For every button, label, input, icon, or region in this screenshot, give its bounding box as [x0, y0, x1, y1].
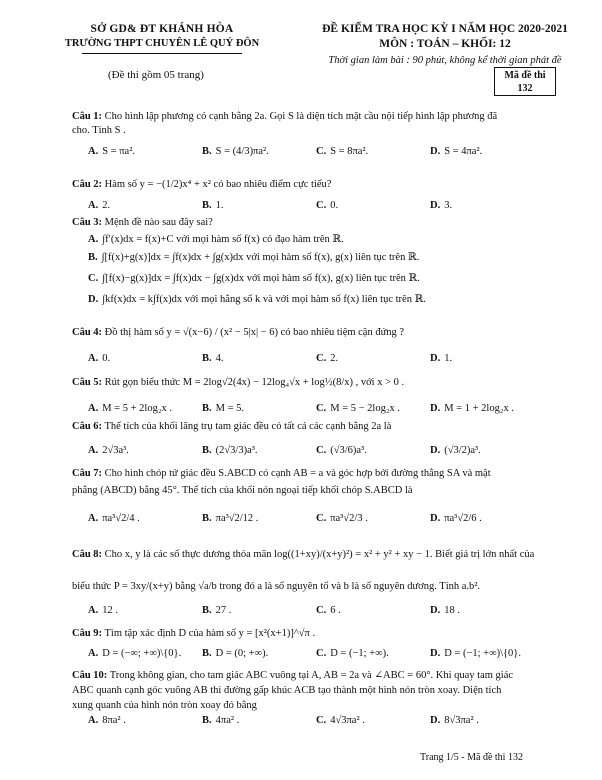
question-5 [72, 376, 572, 389]
question-text: Hàm số y = −(1/2)x⁴ + x² có bao nhiêu điểm cực tiểu? [104, 179, 332, 190]
answer-c[interactable]: C. 2. [316, 353, 339, 364]
answer-b[interactable]: B. 27 . [202, 605, 232, 616]
answer-text: ∫kf(x)dx = k∫f(x)dx với mọi hằng số k và với mọi hàm số f(x) liên tục trên ℝ. [102, 294, 426, 305]
answer-b[interactable]: B. (2√3/3)a³. [202, 445, 258, 456]
answer-a[interactable]: A. 2. [88, 200, 111, 211]
answer-text: 6 . [330, 605, 341, 616]
question-3 [72, 216, 572, 229]
question-text: Cho hình chóp tứ giác đều S.ABCD có cạnh AB = a và góc hợp bởi đường thẳng SA và mặt [104, 468, 491, 479]
answer-text: (√3/2)a³. [444, 445, 481, 456]
answer-text: D = (−1; +∞)\{0}. [444, 648, 521, 659]
question-text: Rút gọn biểu thức M = 2log√2(4x) − 12log₄√x + log½(8/x) , với x > 0 . [104, 377, 405, 388]
answer-text: M = 5 + 2log₂x . [102, 403, 172, 414]
subject-line: MÔN : TOÁN – KHỐI: 12 [379, 38, 511, 51]
question-4 [72, 326, 572, 339]
question-number: Câu 2: [72, 179, 103, 190]
question-number: Câu 7: [72, 468, 103, 479]
answer-a[interactable]: A. M = 5 + 2log₂x . [88, 403, 172, 414]
answer-text: πa³√2/12 . [215, 513, 259, 524]
school-header [62, 22, 262, 54]
answer-a[interactable]: A. 8πa² . [88, 715, 126, 726]
answer-text: 4. [215, 353, 224, 364]
answer-b[interactable]: B. D = (0; +∞). [202, 648, 269, 659]
time-note: Thời gian làm bài : 90 phút, không kể thời gian phát đề [328, 54, 562, 66]
answer-c[interactable]: C. (√3/6)a³. [316, 445, 367, 456]
answer-text: D = (0; +∞). [215, 648, 269, 659]
answer-text: (2√3/3)a³. [215, 445, 258, 456]
question-text: Trong không gian, cho tam giác ABC vuông tại A, AB = 2a và ∠ABC = 60°. Khi quay tam giác [109, 670, 514, 681]
answer-text: M = 5 − 2log₂x . [330, 403, 400, 414]
answer-c[interactable]: C. 0. [316, 200, 339, 211]
question-text: cho. Tính S . [72, 125, 126, 136]
answer-a[interactable]: A. S = πa². [88, 146, 135, 157]
question-number: Câu 9: [72, 628, 103, 639]
answer-b[interactable]: B. S = (4/3)πa². [202, 146, 269, 157]
department-name: SỞ GD& ĐT KHÁNH HÒA [90, 23, 234, 35]
question-text: Mệnh đề nào sau đây sai? [104, 217, 213, 228]
question-10-line2 [72, 684, 572, 697]
question-1-line2 [72, 124, 572, 137]
answer-b[interactable]: B. ∫[f(x)+g(x)]dx = ∫f(x)dx + ∫g(x)dx với mọi hàm số f(x), g(x) liên tục trên ℝ. [88, 252, 420, 263]
question-text: biểu thức P = 3xy/(x+y) bằng √a/b trong đó a là số nguyên tố và b là số nguyên dương. Tính a.b². [72, 581, 481, 592]
answer-a[interactable]: A. 2√3a³. [88, 445, 129, 456]
question-text: Cho x, y là các số thực dương thỏa mãn log((1+xy)/(x+y)²) = x² + y² + xy − 1. Biết giá trị lớn nhất của [104, 549, 535, 560]
answer-text: ∫f′(x)dx = f(x)+C với mọi hàm số f(x) có đạo hàm trên ℝ. [102, 234, 344, 245]
pages-note: (Đề thi gồm 05 trang) [108, 69, 204, 81]
answer-text: 1. [215, 200, 224, 211]
answer-text: πa³√2/3 . [330, 513, 368, 524]
question-text: ABC quanh cạnh góc vuông AB thì đường gấp khúc ACB tạo thành một hình nón tròn xoay. Diện tích [72, 685, 502, 696]
question-9 [72, 627, 572, 640]
question-8-line2 [72, 580, 572, 593]
answer-b[interactable]: B. M = 5. [202, 403, 245, 414]
answer-b[interactable]: B. 1. [202, 200, 224, 211]
answer-text: 2. [102, 200, 111, 211]
answer-text: 2. [330, 353, 339, 364]
answer-c[interactable]: C. ∫[f(x)−g(x)]dx = ∫f(x)dx − ∫g(x)dx với mọi hàm số f(x), g(x) liên tục trên ℝ. [88, 273, 420, 284]
question-text: Đồ thị hàm số y = √(x−6) / (x² − 5|x| − 6) có bao nhiêu tiệm cận đứng ? [104, 327, 405, 338]
answer-text: (√3/6)a³. [330, 445, 367, 456]
page-footer: Trang 1/5 - Mã đề thi 132 [420, 752, 523, 763]
answer-text: S = (4/3)πa². [215, 146, 269, 157]
answer-text: 3. [444, 200, 453, 211]
answer-d[interactable]: D. S = 4πa². [430, 146, 483, 157]
exam-header [300, 22, 590, 67]
question-7-line2 [72, 484, 572, 497]
answer-text: 8πa² . [102, 715, 126, 726]
answer-a[interactable]: A. D = (−∞; +∞)\{0}. [88, 648, 182, 659]
question-6 [72, 420, 572, 433]
exam-code-label: Mã đề thi [504, 70, 546, 81]
answer-a[interactable]: A. 12 . [88, 605, 118, 616]
answer-text: 2√3a³. [102, 445, 129, 456]
question-text: phẳng (ABCD) bằng 45°. Thể tích của khối nón ngoại tiếp khối chóp S.ABCD là [72, 485, 413, 496]
answer-text: 1. [444, 353, 453, 364]
answer-d[interactable]: D. 3. [430, 200, 453, 211]
answer-c[interactable]: C. S = 8πa². [316, 146, 369, 157]
question-text: xung quanh của hình nón tròn xoay đó bằng [72, 700, 257, 711]
question-text: Thể tích của khối lăng trụ tam giác đều có tất cả các cạnh bằng 2a là [104, 421, 392, 432]
answer-d[interactable]: D. πa³√2/6 . [430, 513, 482, 524]
answer-text: πa³√2/4 . [102, 513, 140, 524]
answer-a[interactable]: A. 0. [88, 353, 111, 364]
answer-b[interactable]: B. 4. [202, 353, 224, 364]
answer-c[interactable]: C. D = (−1; +∞). [316, 648, 389, 659]
question-text: Tìm tập xác định D của hàm số y = [x²(x+1)]^√π . [104, 628, 316, 639]
question-number: Câu 6: [72, 421, 103, 432]
answer-a[interactable]: A. ∫f′(x)dx = f(x)+C với mọi hàm số f(x) có đạo hàm trên ℝ. [88, 234, 344, 245]
answer-text: 18 . [444, 605, 460, 616]
answer-text: 0. [102, 353, 111, 364]
question-1 [72, 110, 572, 123]
answer-text: πa³√2/6 . [444, 513, 482, 524]
answer-d[interactable]: D. D = (−1; +∞)\{0}. [430, 648, 521, 659]
question-10 [72, 669, 572, 682]
answer-text: D = (−1; +∞). [330, 648, 389, 659]
answer-text: ∫[f(x)−g(x)]dx = ∫f(x)dx − ∫g(x)dx với mọi hàm số f(x), g(x) liên tục trên ℝ. [102, 273, 420, 284]
answer-c[interactable]: C. 4√3πa² . [316, 715, 365, 726]
answer-text: M = 5. [215, 403, 245, 414]
school-name: TRƯỜNG THPT CHUYÊN LÊ QUÝ ĐÔN [64, 38, 260, 50]
question-7 [72, 467, 572, 480]
answer-d[interactable]: D. M = 1 + 2log₂x . [430, 403, 514, 414]
answer-c[interactable]: C. 6 . [316, 605, 341, 616]
question-number: Câu 8: [72, 549, 103, 560]
answer-text: 27 . [215, 605, 232, 616]
answer-text: S = 4πa². [444, 146, 483, 157]
answer-c[interactable]: C. πa³√2/3 . [316, 513, 368, 524]
answer-text: 0. [330, 200, 339, 211]
answer-b[interactable]: B. 4πa² . [202, 715, 240, 726]
answer-d[interactable]: D. (√3/2)a³. [430, 445, 481, 456]
answer-text: ∫[f(x)+g(x)]dx = ∫f(x)dx + ∫g(x)dx với mọi hàm số f(x), g(x) liên tục trên ℝ. [101, 252, 420, 263]
answer-text: 8√3πa² . [444, 715, 479, 726]
answer-a[interactable]: A. πa³√2/4 . [88, 513, 140, 524]
question-10-line3 [72, 699, 572, 712]
answer-c[interactable]: C. M = 5 − 2log₂x . [316, 403, 400, 414]
answer-text: D = (−∞; +∞)\{0}. [102, 648, 182, 659]
question-number: Câu 1: [72, 111, 103, 122]
question-number: Câu 3: [72, 217, 103, 228]
answer-text: S = 8πa². [330, 146, 369, 157]
header-divider [82, 53, 242, 54]
question-text: Cho hình lập phương có cạnh bằng 2a. Gọi S là diện tích mặt cầu nội tiếp hình lập phương đã [104, 111, 498, 122]
question-8 [72, 548, 572, 561]
answer-d[interactable]: D. 1. [430, 353, 453, 364]
answer-b[interactable]: B. πa³√2/12 . [202, 513, 259, 524]
question-number: Câu 10: [72, 670, 108, 681]
answer-text: 4√3πa² . [330, 715, 365, 726]
answer-text: M = 1 + 2log₂x . [444, 403, 514, 414]
answer-text: S = πa². [102, 146, 135, 157]
question-number: Câu 4: [72, 327, 103, 338]
answer-d[interactable]: D. ∫kf(x)dx = k∫f(x)dx với mọi hằng số k và với mọi hàm số f(x) liên tục trên ℝ. [88, 294, 426, 305]
exam-code-box [494, 67, 556, 96]
question-2 [72, 178, 572, 191]
answer-text: 12 . [102, 605, 118, 616]
answer-text: 4πa² . [215, 715, 240, 726]
answer-d[interactable]: D. 8√3πa² . [430, 715, 479, 726]
exam-code-value: 132 [517, 83, 533, 94]
answer-d[interactable]: D. 18 . [430, 605, 460, 616]
question-number: Câu 5: [72, 377, 103, 388]
exam-title: ĐỀ KIỂM TRA HỌC KỲ I NĂM HỌC 2020-2021 [322, 23, 568, 35]
